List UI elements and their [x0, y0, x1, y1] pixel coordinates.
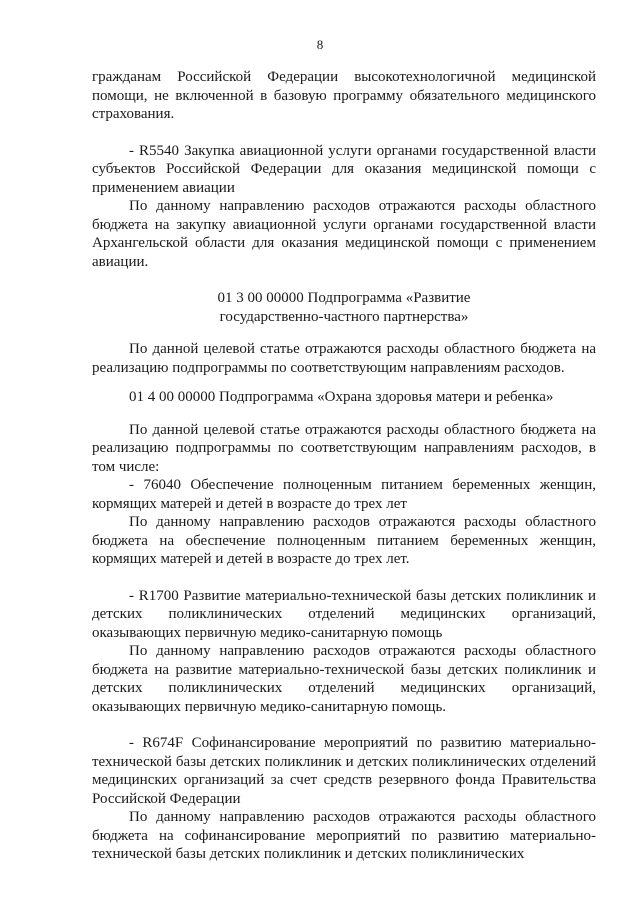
paragraph-76040-description: По данному направлению расходов отражаются расходы областного бюджета на обеспечение полноценным питанием беременных женщин, кормящих матерей и детей в возрасте до трех лет.	[92, 514, 596, 567]
paragraph-continuation: гражданам Российской Федерации высокотехнологичной медицинской помощи, не включенной в базовую программу обязательного медицинского страхования.	[92, 69, 596, 122]
item-r5540: - R5540 Закупка авиационной услуги органами государственной власти субъектов Российской Федерации для оказания медицинской помощи с применением авиации	[92, 142, 596, 196]
document-body	[92, 68, 596, 864]
section-heading-line-2: государственно-частного партнерства»	[219, 308, 469, 325]
paragraph-r674f-description: По данному направлению расходов отражаются расходы областного бюджета на софинансирование мероприятий по развитию материально-технической базы детских поликлиник и детских поликлинических	[92, 809, 596, 862]
item-r674f: - R674F Софинансирование мероприятий по развитию материально-технической базы детских поликлиник и детских поликлинических отделений медицинских организаций за счет средств резервного фонда Правительства Российской Федерации	[92, 735, 596, 807]
paragraph-subprogram-4-description: По данной целевой статье отражаются расходы областного бюджета на реализацию подпрограммы по соответствующим направлениям расходов, в том числе:	[92, 421, 596, 475]
paragraph-r1700-description: По данному направлению расходов отражаются расходы областного бюджета на развитие материально-технической базы детских поликлиник и детских поликлинических отделений медицинских организаций, оказывающих первичную медико-санитарную помощь.	[92, 643, 596, 715]
section-heading-line-1: 01 3 00 00000 Подпрограмма «Развитие	[217, 290, 471, 306]
item-76040: - 76040 Обеспечение полноценным питанием беременных женщин, кормящих матерей и детей в возрасте до трех лет	[92, 477, 596, 512]
page-number: 8	[316, 37, 324, 52]
paragraph-subprogram-3-description: По данной целевой статье отражаются расходы областного бюджета на реализацию подпрограммы по соответствующим направлениям расходов.	[92, 341, 596, 376]
section-heading-subprogram-3	[92, 289, 596, 326]
section-heading-subprogram-4: 01 4 00 00000 Подпрограмма «Охрана здоровья матери и ребенка»	[129, 389, 554, 405]
paragraph-r5540-description: По данному направлению расходов отражаются расходы областного бюджета на закупку авиационной услуги органами государственной власти Архангельской области для оказания медицинской помощи с применением авиации.	[92, 198, 596, 270]
item-r1700: - R1700 Развитие материально-технической базы детских поликлиник и детских поликлинических отделений медицинских организаций, оказывающих первичную медико-санитарную помощь	[92, 587, 596, 641]
